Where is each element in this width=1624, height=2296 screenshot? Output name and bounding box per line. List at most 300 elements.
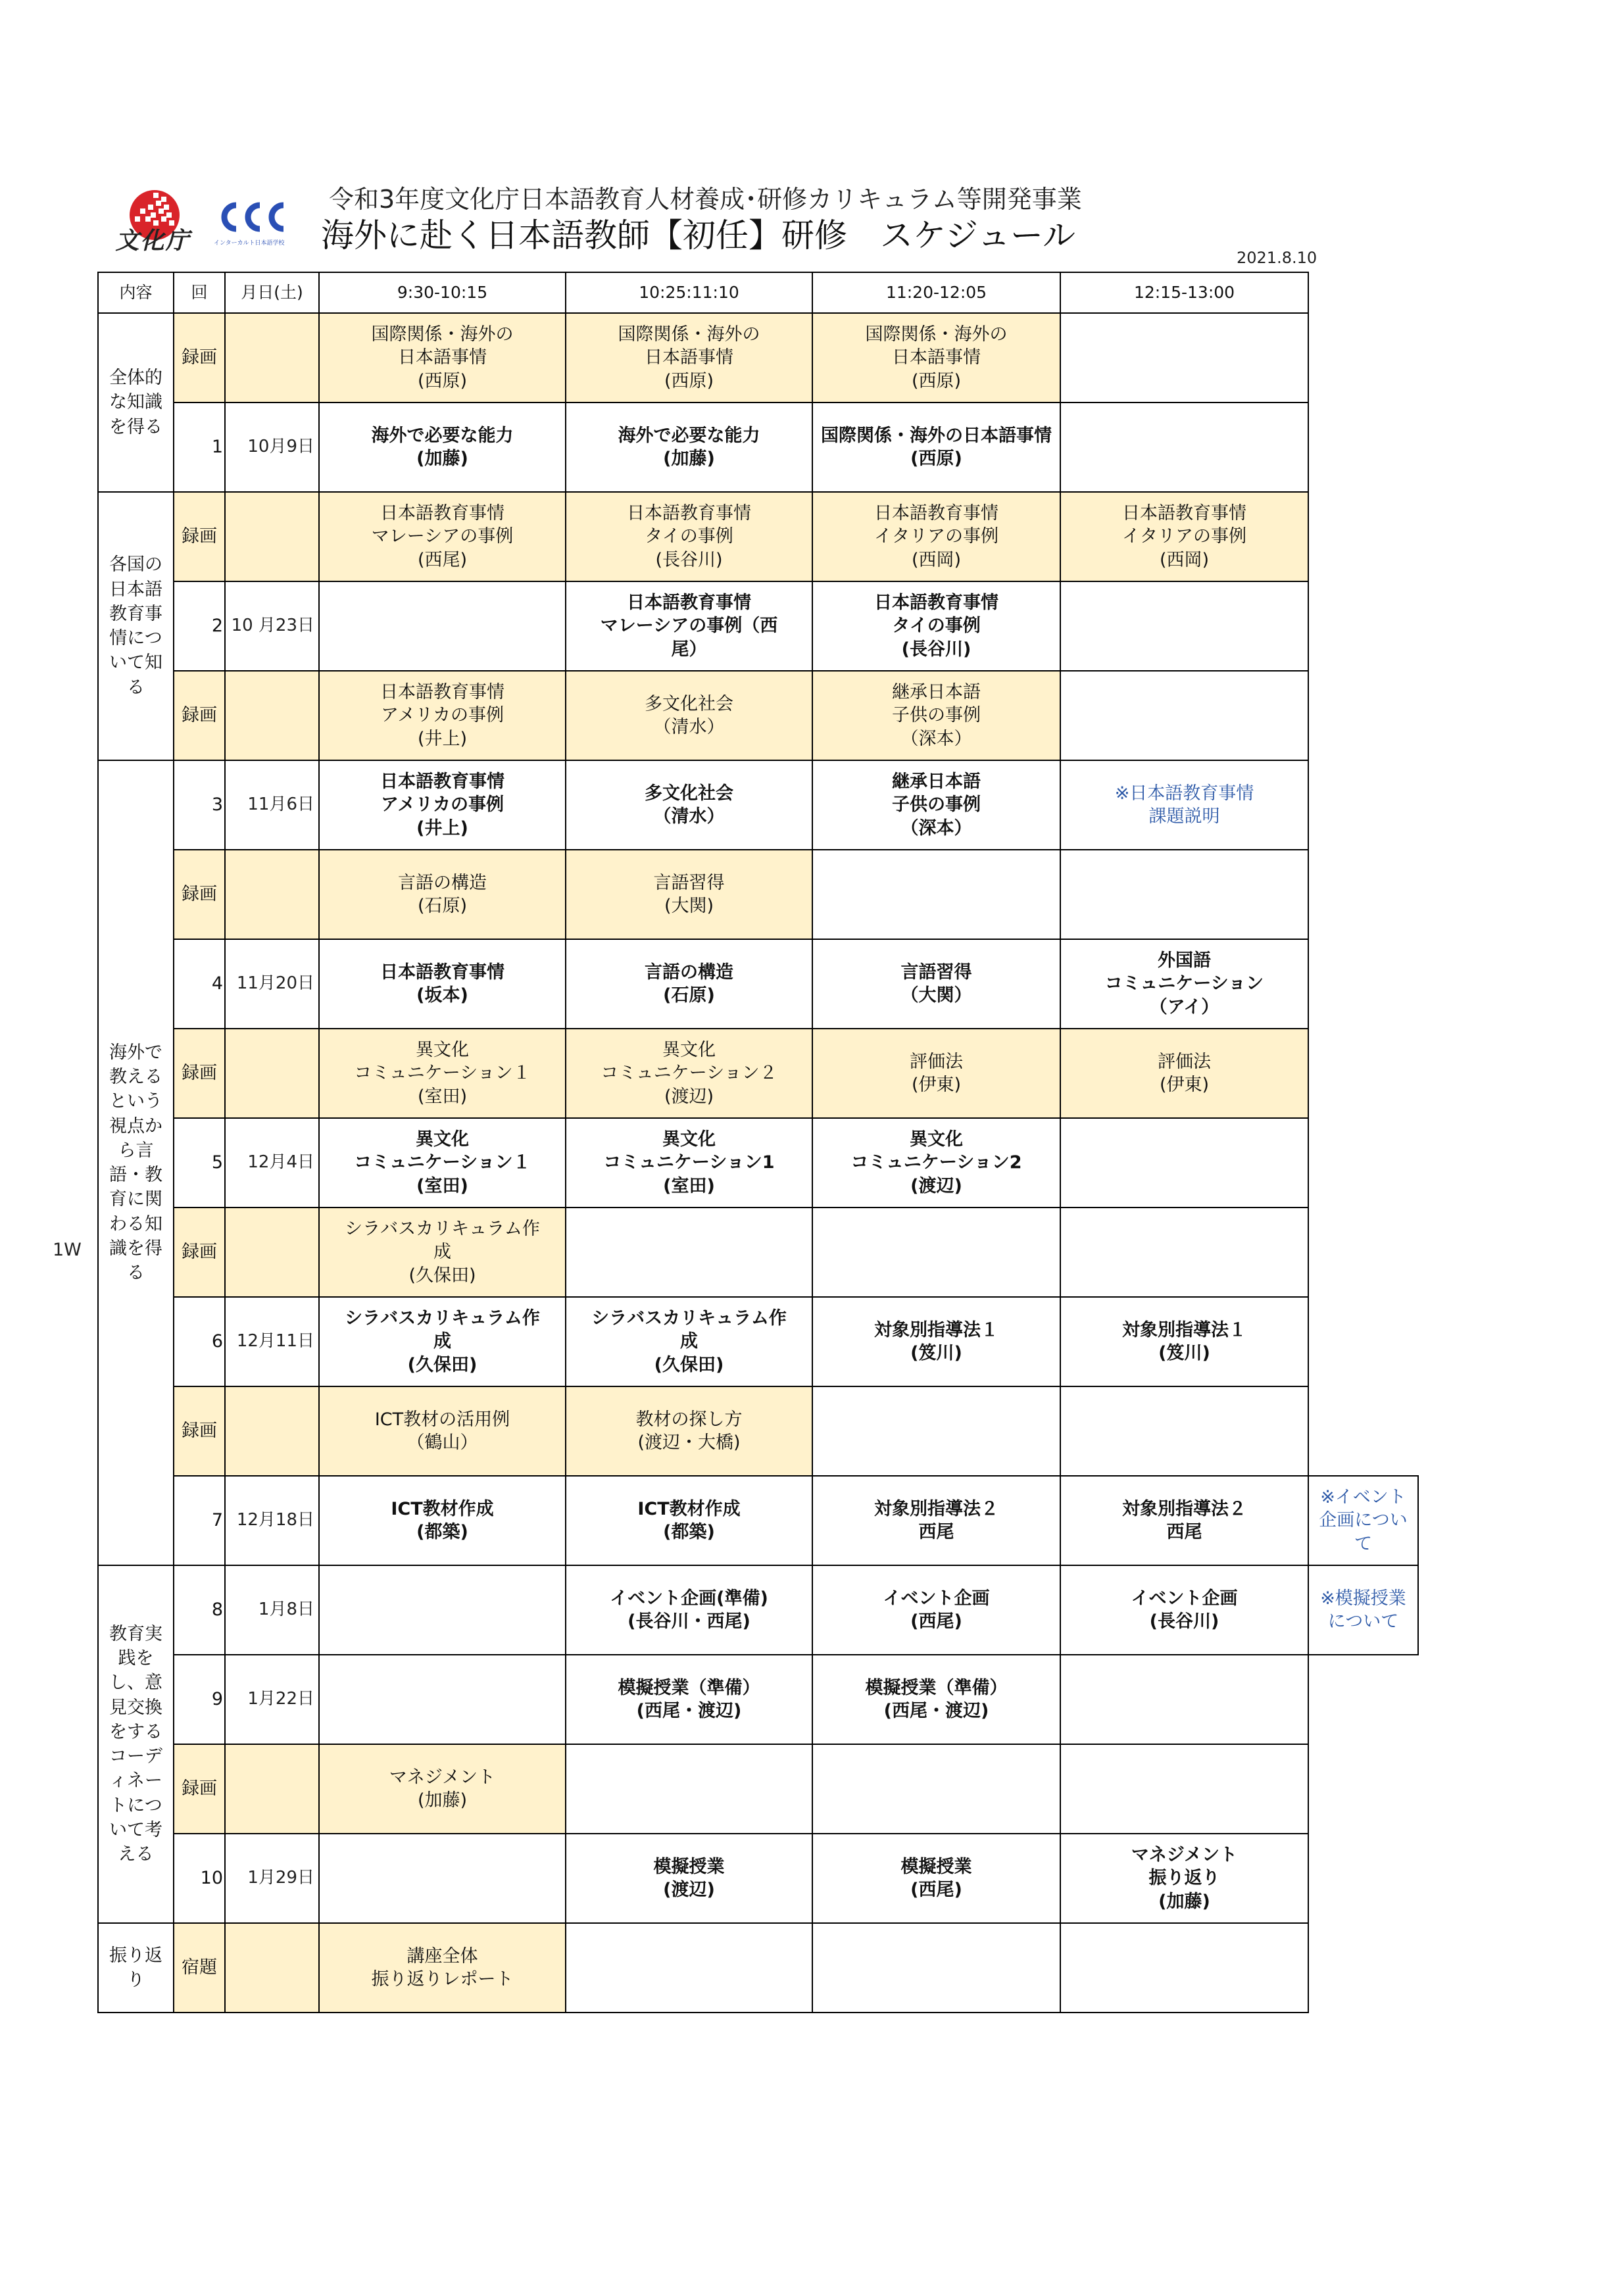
table-row (98, 1386, 1418, 1476)
session-cell (1060, 1208, 1308, 1297)
document-title: 海外に赴く日本語教師【初任】研修 スケジュール (321, 216, 1075, 255)
side-note-empty (1308, 272, 1418, 313)
cell-line: (渡辺) (663, 1880, 715, 1900)
session-cell (1060, 1834, 1308, 1923)
session-cell (319, 1744, 566, 1834)
cell-line: 異文化 (416, 1040, 469, 1061)
table-row (98, 1834, 1418, 1923)
type-cell: 録画 (174, 1029, 225, 1118)
category-cell: 海外で教えるという視点から言語・教育に関わる知識を得る (98, 760, 174, 1565)
session-cell (812, 939, 1060, 1029)
header-date: 月日(土) (225, 272, 319, 313)
session-cell (566, 1029, 812, 1118)
cell-line: (笈川) (910, 1343, 962, 1363)
side-note-empty (1308, 1029, 1418, 1118)
table-row (98, 1208, 1418, 1297)
session-number: 3 (174, 760, 225, 850)
cell-line: イタリアの事例 (874, 526, 998, 547)
session-number: 7 (174, 1476, 225, 1565)
table-row (98, 403, 1418, 492)
session-cell (566, 581, 812, 671)
session-cell (1060, 1386, 1308, 1476)
session-cell (566, 1476, 812, 1565)
session-cell (319, 850, 566, 939)
cell-line: 対象別指導法２ (874, 1498, 998, 1519)
type-cell: 録画 (174, 1744, 225, 1834)
session-cell (812, 1386, 1060, 1476)
table-row (98, 1297, 1418, 1386)
cell-line: コミュニケーション2 (850, 1152, 1022, 1173)
cell-line: (室田) (663, 1175, 715, 1196)
document-date: 2021.8.10 (1237, 249, 1317, 267)
cell-line: (渡辺) (910, 1175, 962, 1196)
cell-line: ※模擬授業 (1320, 1588, 1406, 1609)
cell-line: 対象別指導法２ (1122, 1498, 1246, 1519)
session-cell (1060, 403, 1308, 492)
session-cell (1060, 1655, 1308, 1744)
cell-line: (加藤) (416, 449, 468, 469)
session-number: 2 (174, 581, 225, 671)
type-cell: 録画 (174, 671, 225, 760)
cell-line: (長谷川) (655, 549, 723, 570)
cell-line: (久保田) (408, 1265, 476, 1286)
mock-lesson-note (1308, 1565, 1418, 1655)
side-note-empty (1308, 1297, 1418, 1386)
cell-line: イタリアの事例 (1122, 526, 1246, 547)
cell-line: 国際関係・海外の (618, 324, 760, 345)
session-cell (1060, 671, 1308, 760)
cell-line: (長谷川・西尾) (627, 1611, 750, 1632)
cell-line: 日本語教育事情 (627, 503, 751, 524)
side-note-empty (1308, 581, 1418, 671)
cell-line: シラバスカリキュラム作 (345, 1308, 540, 1329)
side-note-empty (1308, 313, 1418, 403)
session-cell (319, 1565, 566, 1655)
date-cell: 1月22日 (225, 1655, 319, 1744)
session-cell (812, 1565, 1060, 1655)
date-cell (225, 1744, 319, 1834)
cell-line: 国際関係・海外の (865, 324, 1008, 345)
session-cell (1060, 1297, 1308, 1386)
cell-line: 模擬授業（準備） (618, 1677, 760, 1698)
cell-line: 対象別指導法１ (874, 1319, 998, 1340)
cell-line: (大関) (664, 896, 714, 916)
session-number: 8 (174, 1565, 225, 1655)
cell-line: ICT教材作成 (391, 1498, 494, 1519)
assignment-note-cell (1060, 760, 1308, 850)
table-row (98, 1118, 1418, 1208)
side-note-empty (1308, 1744, 1418, 1834)
header-period-2: 10:25:11:10 (566, 272, 812, 313)
date-cell (225, 1386, 319, 1476)
cell-line: 模擬授業（準備） (865, 1677, 1008, 1698)
cell-line: （アイ） (1149, 996, 1219, 1017)
cell-line: 継承日本語 (892, 682, 981, 703)
cell-line: (西原) (910, 449, 962, 469)
date-cell: 10 月23日 (225, 581, 319, 671)
cell-line: (西原) (911, 370, 962, 391)
cell-line: (都築) (663, 1522, 715, 1542)
date-cell: 11月20日 (225, 939, 319, 1029)
session-cell (812, 1834, 1060, 1923)
date-cell: 12月11日 (225, 1297, 319, 1386)
session-cell (566, 1834, 812, 1923)
cell-line: 西尾 (1166, 1522, 1202, 1542)
cell-line: イベント企画 (883, 1588, 990, 1609)
cell-line: (伊東) (911, 1075, 962, 1095)
session-number: 5 (174, 1118, 225, 1208)
session-cell (319, 1029, 566, 1118)
date-cell: 12月18日 (225, 1476, 319, 1565)
session-cell (1060, 1118, 1308, 1208)
session-cell (566, 403, 812, 492)
cell-line: （深本） (900, 818, 972, 839)
cell-line: 国際関係・海外の日本語事情 (821, 425, 1052, 446)
cell-line: (笈川) (1158, 1343, 1210, 1363)
cell-line: (渡辺) (664, 1086, 714, 1107)
cell-line: ICT教材作成 (637, 1498, 741, 1519)
type-cell: 録画 (174, 1386, 225, 1476)
side-note-empty (1308, 492, 1418, 581)
cell-line: マレーシアの事例 (371, 526, 514, 547)
session-cell (1060, 1744, 1308, 1834)
cell-line: (西尾・渡辺) (636, 1701, 742, 1721)
session-cell (812, 1029, 1060, 1118)
cell-line: 日本語事情 (892, 347, 981, 368)
document-subtitle: 令和3年度文化庁日本語教育人材養成･研修カリキュラム等開発事業 (329, 185, 1082, 214)
header-session: 回 (174, 272, 225, 313)
session-cell (319, 1386, 566, 1476)
date-cell (225, 850, 319, 939)
cell-line: マレーシアの事例（西 (600, 616, 778, 637)
cell-line: シラバスカリキュラム作 (591, 1308, 787, 1329)
cell-line: ※イベント (1320, 1487, 1406, 1508)
session-cell (319, 581, 566, 671)
table-row (98, 492, 1418, 581)
cell-line: マネジメント (389, 1767, 496, 1788)
side-note-empty (1308, 671, 1418, 760)
session-cell (319, 1118, 566, 1208)
session-cell (319, 1208, 566, 1297)
cell-line: 言語の構造 (645, 962, 733, 983)
cell-line: 講座全体 (406, 1945, 478, 1966)
cell-line: 異文化 (416, 1129, 469, 1150)
table-row (98, 760, 1418, 850)
category-cell: 教育実践をし、意見交換をするコーディネートについて考える (98, 1565, 174, 1923)
cell-line: 言語習得 (653, 872, 725, 893)
cell-line: イベント企画(準備) (610, 1588, 768, 1609)
session-cell (1060, 313, 1308, 403)
cell-line: 日本語事情 (398, 347, 487, 368)
header-period-4: 12:15-13:00 (1060, 272, 1308, 313)
session-number: 9 (174, 1655, 225, 1744)
cell-line: コミュニケーション1 (603, 1152, 775, 1173)
session-cell (1060, 1923, 1308, 2013)
cell-line: (渡辺・大橋) (637, 1432, 741, 1453)
session-cell (812, 1923, 1060, 2013)
session-cell (566, 1923, 812, 2013)
table-row (98, 1029, 1418, 1118)
session-cell (1060, 850, 1308, 939)
table-row (98, 1923, 1418, 2013)
date-cell: 1月29日 (225, 1834, 319, 1923)
cell-line: タイの事例 (645, 526, 733, 547)
cell-line: (久保田) (654, 1354, 724, 1375)
date-cell (225, 671, 319, 760)
cell-line: 海外で必要な能力 (618, 425, 760, 446)
cell-line: 多文化社会 (645, 693, 733, 714)
intercult-logo-text: インターカルト日本語学校 (214, 240, 285, 247)
session-cell (812, 1744, 1060, 1834)
cell-line: イベント企画 (1131, 1588, 1238, 1609)
cell-line: 継承日本語 (892, 771, 981, 793)
cell-line: 子供の事例 (892, 794, 981, 816)
cell-line: 多文化社会 (645, 783, 733, 804)
side-note-empty (1308, 1208, 1418, 1297)
cell-line: 企画につい (1319, 1510, 1408, 1531)
session-cell (319, 492, 566, 581)
cell-line: 国際関係・海外の (371, 324, 514, 345)
table-row (98, 1565, 1418, 1655)
session-cell (566, 939, 812, 1029)
side-note-empty (1308, 850, 1418, 939)
cell-line: （清水） (653, 806, 725, 827)
table-row (98, 671, 1418, 760)
cell-line: (室田) (416, 1175, 468, 1196)
cell-line: (西原) (417, 370, 468, 391)
cell-line: て (1354, 1533, 1372, 1554)
side-note-empty (1308, 1118, 1418, 1208)
cell-line: 異文化 (662, 1129, 716, 1150)
session-cell (566, 1208, 812, 1297)
cell-line: （大関） (900, 985, 972, 1006)
cell-line: (石原) (417, 896, 468, 916)
cell-line: 評価法 (910, 1051, 963, 1072)
cell-line: 西尾 (918, 1522, 954, 1542)
session-cell (812, 671, 1060, 760)
cell-line: ICT教材の活用例 (374, 1409, 510, 1430)
cell-line: （鶴山） (406, 1432, 478, 1453)
date-cell (225, 1029, 319, 1118)
cell-line: 日本語教育事情 (380, 682, 504, 703)
cell-line: コミュニケーション１ (354, 1063, 531, 1084)
cell-line: (久保田) (407, 1354, 478, 1375)
table-row (98, 939, 1418, 1029)
cell-line: 外国語 (1158, 950, 1211, 971)
cell-line: 異文化 (910, 1129, 963, 1150)
date-cell (225, 1208, 319, 1297)
cell-line: (西尾) (910, 1880, 962, 1900)
session-number: 6 (174, 1297, 225, 1386)
session-cell (1060, 1029, 1308, 1118)
table-row (98, 1744, 1418, 1834)
cell-line: 模擬授業 (900, 1856, 972, 1877)
session-cell (1060, 1476, 1308, 1565)
cell-line: 成 (433, 1331, 451, 1352)
cell-line: コミュニケーション１ (354, 1152, 531, 1173)
header-period-3: 11:20-12:05 (812, 272, 1060, 313)
cell-line: (井上) (416, 818, 468, 839)
cell-line: ※日本語教育事情 (1114, 783, 1254, 804)
session-cell (812, 1208, 1060, 1297)
table-row (98, 313, 1418, 403)
cell-line: アメリカの事例 (380, 705, 504, 726)
cell-line: 日本語教育事情 (627, 593, 751, 614)
table-row (98, 850, 1418, 939)
type-cell: 宿題 (174, 1923, 225, 2013)
session-cell (566, 1655, 812, 1744)
session-cell (566, 760, 812, 850)
cell-line: (坂本) (416, 985, 468, 1006)
category-cell: 各国の日本語教育事情について知る (98, 492, 174, 760)
session-cell (812, 403, 1060, 492)
cell-line: 日本語教育事情 (874, 593, 998, 614)
cell-line: 子供の事例 (892, 705, 981, 726)
session-number: 10 (174, 1834, 225, 1923)
category-cell: 振り返り (98, 1923, 174, 2013)
cell-line: 評価法 (1158, 1051, 1211, 1072)
schedule-table (97, 272, 1419, 2013)
session-cell (1060, 492, 1308, 581)
header-content: 内容 (98, 272, 174, 313)
cell-line: (加藤) (417, 1790, 468, 1811)
bunkacho-logo-text: 文化庁 (115, 227, 191, 255)
date-cell: 11月6日 (225, 760, 319, 850)
category-cell: 全体的な知識を得る (98, 313, 174, 492)
session-cell (319, 1923, 566, 2013)
cell-line: 尾） (671, 639, 707, 660)
side-note-empty (1308, 1923, 1418, 2013)
type-cell: 録画 (174, 492, 225, 581)
session-cell (319, 1476, 566, 1565)
cell-line: (加藤) (1158, 1891, 1210, 1912)
cell-line: （清水） (653, 717, 725, 737)
session-cell (812, 581, 1060, 671)
session-cell (812, 1297, 1060, 1386)
cell-line: について (1327, 1611, 1399, 1632)
cell-line: (西尾) (417, 549, 468, 570)
session-cell (812, 1655, 1060, 1744)
table-row (98, 1655, 1418, 1744)
cell-line: (長谷川) (901, 639, 972, 660)
cell-line: (石原) (663, 985, 715, 1006)
cell-line: (加藤) (663, 449, 715, 469)
session-cell (566, 1297, 812, 1386)
session-number: 1 (174, 403, 225, 492)
side-note-empty (1308, 403, 1418, 492)
cell-line: (西原) (664, 370, 714, 391)
cell-line: コミュニケーション２ (601, 1063, 777, 1084)
cell-line: 海外で必要な能力 (371, 425, 514, 446)
session-cell (812, 492, 1060, 581)
cell-line: 日本語教育事情 (380, 503, 504, 524)
side-note-empty (1308, 1386, 1418, 1476)
cell-line: 日本語教育事情 (1122, 503, 1246, 524)
session-cell (319, 671, 566, 760)
side-note-empty (1308, 1834, 1418, 1923)
intercult-logo-icon (214, 197, 293, 237)
session-cell (566, 1565, 812, 1655)
table-row (98, 1476, 1418, 1565)
session-cell (319, 313, 566, 403)
date-cell: 10月9日 (225, 403, 319, 492)
session-cell (319, 760, 566, 850)
header-period-1: 9:30-10:15 (319, 272, 566, 313)
cell-line: (長谷川) (1149, 1611, 1219, 1632)
cell-line: 日本語教育事情 (874, 503, 998, 524)
session-cell (319, 1655, 566, 1744)
type-cell: 録画 (174, 850, 225, 939)
date-cell: 1月8日 (225, 1565, 319, 1655)
session-cell (812, 850, 1060, 939)
cell-line: 言語の構造 (398, 872, 487, 893)
week-label: 1W (53, 1240, 82, 1260)
session-cell (566, 1744, 812, 1834)
session-cell (566, 850, 812, 939)
cell-line: (西岡) (911, 549, 962, 570)
cell-line: マネジメント (1131, 1845, 1238, 1866)
session-cell (319, 1834, 566, 1923)
side-note-empty (1308, 760, 1418, 850)
cell-line: 成 (433, 1242, 451, 1263)
session-cell (566, 313, 812, 403)
type-cell: 録画 (174, 313, 225, 403)
session-cell (566, 1386, 812, 1476)
cell-line: 異文化 (662, 1040, 716, 1061)
session-number: 4 (174, 939, 225, 1029)
session-cell (566, 492, 812, 581)
cell-line: (伊東) (1159, 1075, 1210, 1095)
session-cell (1060, 581, 1308, 671)
cell-line: (西岡) (1159, 549, 1210, 570)
side-note-empty (1308, 1655, 1418, 1744)
event-planning-note (1308, 1476, 1418, 1565)
cell-line: 言語習得 (900, 962, 972, 983)
type-cell: 録画 (174, 1208, 225, 1297)
cell-line: コミュニケーション (1104, 973, 1264, 994)
session-cell (812, 1118, 1060, 1208)
cell-line: (都築) (416, 1522, 468, 1542)
cell-line: (室田) (417, 1086, 468, 1107)
date-cell (225, 1923, 319, 2013)
date-cell (225, 313, 319, 403)
cell-line: 振り返りレポート (371, 1969, 514, 1990)
session-cell (812, 313, 1060, 403)
side-note-empty (1308, 939, 1418, 1029)
cell-line: 成 (680, 1331, 698, 1352)
cell-line: (西尾) (910, 1611, 962, 1632)
session-cell (812, 760, 1060, 850)
date-cell (225, 492, 319, 581)
session-cell (566, 671, 812, 760)
cell-line: 模擬授業 (653, 1856, 725, 1877)
cell-line: アメリカの事例 (380, 794, 504, 816)
cell-line: 日本語教育事情 (380, 771, 504, 793)
session-cell (1060, 1565, 1308, 1655)
session-cell (319, 1297, 566, 1386)
cell-line: 対象別指導法１ (1122, 1319, 1246, 1340)
cell-line: 教材の探し方 (635, 1409, 743, 1430)
table-row (98, 581, 1418, 671)
cell-line: 振り返り (1148, 1868, 1220, 1889)
date-cell: 12月4日 (225, 1118, 319, 1208)
cell-line: (西尾・渡辺) (883, 1701, 989, 1721)
header-row (98, 272, 1418, 313)
session-cell (812, 1476, 1060, 1565)
cell-line: 日本語事情 (645, 347, 733, 368)
session-cell (566, 1118, 812, 1208)
session-cell (319, 939, 566, 1029)
